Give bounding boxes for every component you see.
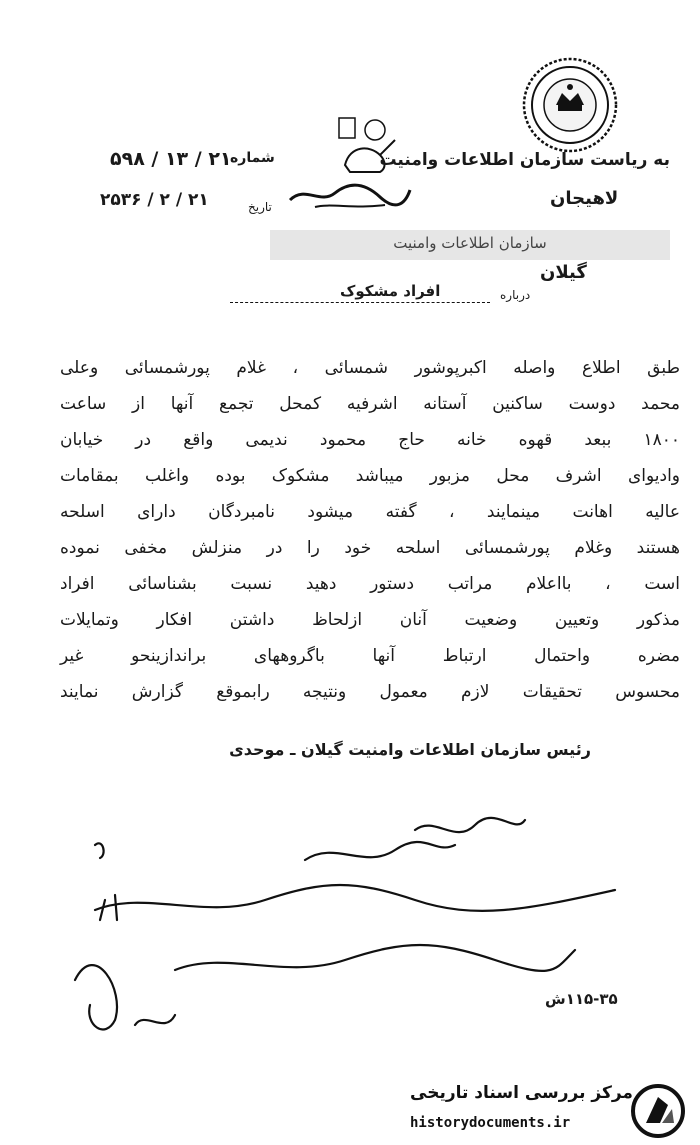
number-value: ۵۹۸ / ۱۳ / ۲۱ bbox=[110, 148, 232, 170]
official-seal bbox=[520, 55, 620, 155]
letter-body bbox=[60, 350, 680, 710]
handwritten-name-scribble bbox=[285, 175, 415, 215]
body-line: محمد دوست ساکنین آستانه اشرفیه کمحل تجمع آنها از ساعت bbox=[60, 394, 680, 414]
footer-watermark bbox=[0, 1075, 700, 1145]
subject-label: درباره bbox=[500, 288, 531, 302]
province: گیلان bbox=[540, 262, 587, 283]
date-value: ۲۵۳۶ / ۲ / ۲۱ bbox=[100, 190, 209, 210]
center-name: مرکز بررسی اسناد تاریخی bbox=[410, 1083, 633, 1103]
body-line: طبق اطلاع واصله اکبرپوشور شمسائی ، غلام پورشمسائی وعلی bbox=[60, 358, 680, 378]
body-line: است ، بااعلام مراتب دستور دهید نسبت بشناسائی افراد bbox=[60, 574, 680, 594]
body-line: عالیه اهانت مینمایند ، گفته میشود نامبردگان دارای اسلحه bbox=[60, 502, 680, 522]
city-line: لاهیجان bbox=[550, 188, 619, 209]
body-line: مذکور وتعیین وضعیت آنان ازلحاظ داشتن افکار وتمایلات bbox=[60, 610, 680, 630]
handwritten-notes bbox=[55, 810, 655, 1050]
body-line: مضره واحتمال ارتباط آنها باگروههای براندازینحو غیر bbox=[60, 646, 680, 666]
archive-logo-icon bbox=[630, 1083, 686, 1139]
subject-value: افراد مشکوک bbox=[340, 282, 441, 300]
subject-underline bbox=[230, 302, 490, 303]
body-line: هستند وغلام پورشمسائی اسلحه خود را در منزلش مخفی نموده bbox=[60, 538, 680, 558]
center-url: historydocuments.ir bbox=[410, 1115, 571, 1131]
number-label: شماره bbox=[230, 150, 275, 166]
org-line: به ریاست سازمان اطلاعات وامنیت bbox=[379, 150, 670, 170]
recipient-line: سازمان اطلاعات وامنیت bbox=[393, 234, 547, 252]
date-label: تاریخ bbox=[248, 200, 272, 214]
body-line: محسوس تحقیقات لازم معمول ونتیجه رابموقع گزارش نمایند bbox=[60, 682, 680, 702]
archive-code: ۱۱۵-۳۵ش bbox=[545, 990, 618, 1008]
body-line: ۱۸۰۰ ببعد قهوه خانه حاج محمود ندیمی واقع در خیابان bbox=[60, 430, 680, 450]
signature-title: رئیس سازمان اطلاعات وامنیت گیلان ـ موحدی bbox=[229, 740, 591, 759]
body-line: وادیوای اشرف محل مزبور میباشد مشکوک بوده واغلب بمقامات bbox=[60, 466, 680, 486]
